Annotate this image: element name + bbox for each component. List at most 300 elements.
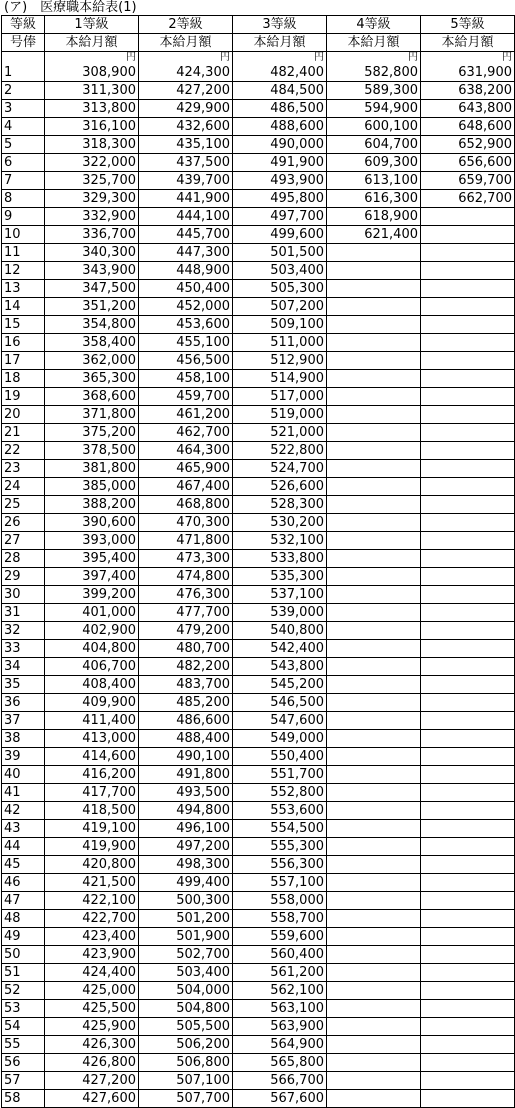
salary-cell-grade-5 [421, 478, 515, 496]
salary-cell-grade-1: 419,900 [45, 838, 139, 856]
salary-cell-grade-3: 547,600 [233, 712, 327, 730]
salary-cell-grade-1: 424,400 [45, 964, 139, 982]
table-row [2, 154, 515, 172]
salary-cell-grade-5 [421, 820, 515, 838]
salary-cell-grade-4 [327, 1000, 421, 1018]
step-number-cell: 54 [2, 1018, 45, 1036]
salary-cell-grade-5 [421, 658, 515, 676]
salary-cell-grade-1: 375,200 [45, 424, 139, 442]
salary-cell-grade-5 [421, 406, 515, 424]
step-number-cell: 12 [2, 262, 45, 280]
salary-cell-grade-4: 616,300 [327, 190, 421, 208]
salary-cell-grade-3: 546,500 [233, 694, 327, 712]
salary-cell-grade-3: 490,000 [233, 136, 327, 154]
header-row-monthly [2, 34, 515, 52]
salary-cell-grade-4 [327, 820, 421, 838]
salary-cell-grade-3: 512,900 [233, 352, 327, 370]
salary-cell-grade-1: 411,400 [45, 712, 139, 730]
salary-cell-grade-1: 420,800 [45, 856, 139, 874]
salary-cell-grade-1: 381,800 [45, 460, 139, 478]
table-row [2, 496, 515, 514]
salary-cell-grade-1: 426,300 [45, 1036, 139, 1054]
salary-cell-grade-2: 497,200 [139, 838, 233, 856]
salary-cell-grade-2: 435,100 [139, 136, 233, 154]
salary-cell-grade-3: 484,500 [233, 82, 327, 100]
salary-cell-grade-5 [421, 352, 515, 370]
step-number-cell: 32 [2, 622, 45, 640]
salary-cell-grade-1: 408,400 [45, 676, 139, 694]
salary-cell-grade-5: 662,700 [421, 190, 515, 208]
salary-cell-grade-2: 480,700 [139, 640, 233, 658]
unit-label-2: 円 [139, 52, 233, 65]
salary-cell-grade-1: 351,200 [45, 298, 139, 316]
salary-cell-grade-3: 561,200 [233, 964, 327, 982]
table-row [2, 1000, 515, 1018]
table-row [2, 424, 515, 442]
salary-cell-grade-2: 439,700 [139, 172, 233, 190]
salary-cell-grade-5: 659,700 [421, 172, 515, 190]
salary-cell-grade-5 [421, 838, 515, 856]
salary-cell-grade-5: 656,600 [421, 154, 515, 172]
step-number-cell: 43 [2, 820, 45, 838]
header-grade-label: 等級 [2, 16, 45, 34]
salary-cell-grade-1: 401,000 [45, 604, 139, 622]
salary-cell-grade-2: 455,100 [139, 334, 233, 352]
step-number-cell: 3 [2, 100, 45, 118]
salary-cell-grade-5 [421, 298, 515, 316]
salary-cell-grade-2: 503,400 [139, 964, 233, 982]
salary-cell-grade-4: 604,700 [327, 136, 421, 154]
salary-cell-grade-4 [327, 910, 421, 928]
salary-cell-grade-3: 553,600 [233, 802, 327, 820]
salary-cell-grade-3: 545,200 [233, 676, 327, 694]
salary-cell-grade-3: 497,700 [233, 208, 327, 226]
salary-cell-grade-1: 368,600 [45, 388, 139, 406]
salary-cell-grade-2: 456,500 [139, 352, 233, 370]
step-number-cell: 29 [2, 568, 45, 586]
table-row [2, 748, 515, 766]
salary-cell-grade-4 [327, 928, 421, 946]
salary-cell-grade-5: 648,600 [421, 118, 515, 136]
salary-table [1, 15, 515, 1108]
salary-cell-grade-2: 498,300 [139, 856, 233, 874]
table-row [2, 514, 515, 532]
salary-cell-grade-1: 371,800 [45, 406, 139, 424]
salary-cell-grade-5 [421, 460, 515, 478]
salary-cell-grade-1: 395,400 [45, 550, 139, 568]
salary-cell-grade-1: 406,700 [45, 658, 139, 676]
salary-cell-grade-4 [327, 802, 421, 820]
salary-cell-grade-4 [327, 460, 421, 478]
salary-cell-grade-2: 505,500 [139, 1018, 233, 1036]
table-row [2, 334, 515, 352]
salary-cell-grade-2: 461,200 [139, 406, 233, 424]
salary-cell-grade-5 [421, 370, 515, 388]
step-number-cell: 41 [2, 784, 45, 802]
salary-cell-grade-3: 530,200 [233, 514, 327, 532]
table-row [2, 658, 515, 676]
salary-cell-grade-5 [421, 874, 515, 892]
salary-cell-grade-3: 519,000 [233, 406, 327, 424]
salary-cell-grade-3: 495,800 [233, 190, 327, 208]
salary-cell-grade-1: 365,300 [45, 370, 139, 388]
salary-cell-grade-1: 308,900 [45, 64, 139, 82]
step-number-cell: 9 [2, 208, 45, 226]
salary-cell-grade-1: 423,900 [45, 946, 139, 964]
salary-cell-grade-4 [327, 568, 421, 586]
step-number-cell: 22 [2, 442, 45, 460]
salary-cell-grade-2: 504,800 [139, 1000, 233, 1018]
header-monthly-label-3: 本給月額 [233, 34, 327, 52]
step-number-cell: 47 [2, 892, 45, 910]
salary-cell-grade-2: 429,900 [139, 100, 233, 118]
salary-cell-grade-4 [327, 964, 421, 982]
salary-cell-grade-2: 432,600 [139, 118, 233, 136]
salary-cell-grade-1: 313,800 [45, 100, 139, 118]
salary-cell-grade-2: 500,300 [139, 892, 233, 910]
table-row [2, 208, 515, 226]
step-number-cell: 58 [2, 1090, 45, 1108]
step-number-cell: 30 [2, 586, 45, 604]
salary-cell-grade-3: 554,500 [233, 820, 327, 838]
salary-cell-grade-4 [327, 406, 421, 424]
salary-cell-grade-4 [327, 874, 421, 892]
step-number-cell: 28 [2, 550, 45, 568]
unit-label-5: 円 [421, 52, 515, 65]
salary-cell-grade-1: 409,900 [45, 694, 139, 712]
salary-cell-grade-4: 594,900 [327, 100, 421, 118]
salary-cell-grade-4: 613,100 [327, 172, 421, 190]
salary-cell-grade-5 [421, 208, 515, 226]
salary-cell-grade-1: 388,200 [45, 496, 139, 514]
salary-cell-grade-5 [421, 784, 515, 802]
page-title: (ア) 医療職本給表(1) [4, 0, 137, 15]
salary-cell-grade-4 [327, 316, 421, 334]
salary-cell-grade-4 [327, 586, 421, 604]
step-number-cell: 27 [2, 532, 45, 550]
salary-cell-grade-5 [421, 334, 515, 352]
step-number-cell: 46 [2, 874, 45, 892]
salary-cell-grade-4 [327, 1054, 421, 1072]
salary-cell-grade-5 [421, 1018, 515, 1036]
salary-cell-grade-4 [327, 532, 421, 550]
salary-cell-grade-4 [327, 280, 421, 298]
salary-cell-grade-4 [327, 352, 421, 370]
step-number-cell: 10 [2, 226, 45, 244]
salary-cell-grade-2: 482,200 [139, 658, 233, 676]
salary-cell-grade-3: 560,400 [233, 946, 327, 964]
salary-cell-grade-4: 618,900 [327, 208, 421, 226]
salary-cell-grade-3: 491,900 [233, 154, 327, 172]
salary-cell-grade-1: 427,600 [45, 1090, 139, 1108]
salary-cell-grade-1: 343,900 [45, 262, 139, 280]
table-row [2, 478, 515, 496]
salary-cell-grade-5 [421, 226, 515, 244]
salary-cell-grade-4: 589,300 [327, 82, 421, 100]
salary-cell-grade-5 [421, 640, 515, 658]
table-row [2, 262, 515, 280]
salary-cell-grade-4: 582,800 [327, 64, 421, 82]
step-number-cell: 15 [2, 316, 45, 334]
table-row [2, 586, 515, 604]
step-number-cell: 36 [2, 694, 45, 712]
table-row [2, 1036, 515, 1054]
salary-cell-grade-4 [327, 766, 421, 784]
salary-cell-grade-3: 493,900 [233, 172, 327, 190]
salary-cell-grade-3: 488,600 [233, 118, 327, 136]
header-grade-1: 1等級 [45, 16, 139, 34]
step-number-cell: 38 [2, 730, 45, 748]
salary-cell-grade-3: 567,600 [233, 1090, 327, 1108]
table-row [2, 622, 515, 640]
step-number-cell: 18 [2, 370, 45, 388]
salary-cell-grade-3: 509,100 [233, 316, 327, 334]
table-row [2, 1054, 515, 1072]
salary-cell-grade-4 [327, 838, 421, 856]
header-grade-5: 5等級 [421, 16, 515, 34]
step-number-cell: 31 [2, 604, 45, 622]
table-row [2, 928, 515, 946]
table-row [2, 982, 515, 1000]
salary-cell-grade-5 [421, 892, 515, 910]
salary-cell-grade-3: 540,800 [233, 622, 327, 640]
salary-cell-grade-1: 336,700 [45, 226, 139, 244]
step-number-cell: 25 [2, 496, 45, 514]
step-number-cell: 56 [2, 1054, 45, 1072]
salary-cell-grade-1: 311,300 [45, 82, 139, 100]
step-number-cell: 8 [2, 190, 45, 208]
table-row [2, 730, 515, 748]
table-row [2, 712, 515, 730]
salary-cell-grade-3: 566,700 [233, 1072, 327, 1090]
step-number-cell: 50 [2, 946, 45, 964]
salary-cell-grade-1: 329,300 [45, 190, 139, 208]
salary-cell-grade-5 [421, 424, 515, 442]
salary-cell-grade-4 [327, 622, 421, 640]
table-row [2, 640, 515, 658]
salary-cell-grade-1: 325,700 [45, 172, 139, 190]
salary-cell-grade-2: 499,400 [139, 874, 233, 892]
salary-cell-grade-3: 558,700 [233, 910, 327, 928]
salary-cell-grade-1: 358,400 [45, 334, 139, 352]
salary-cell-grade-2: 450,400 [139, 280, 233, 298]
salary-cell-grade-5 [421, 388, 515, 406]
table-row [2, 388, 515, 406]
salary-cell-grade-4 [327, 712, 421, 730]
table-row [2, 856, 515, 874]
step-number-cell: 20 [2, 406, 45, 424]
salary-cell-grade-1: 397,400 [45, 568, 139, 586]
salary-cell-grade-4 [327, 442, 421, 460]
salary-cell-grade-1: 422,100 [45, 892, 139, 910]
header-grade-3: 3等級 [233, 16, 327, 34]
salary-cell-grade-2: 427,200 [139, 82, 233, 100]
salary-cell-grade-2: 459,700 [139, 388, 233, 406]
salary-cell-grade-3: 533,800 [233, 550, 327, 568]
salary-cell-grade-1: 404,800 [45, 640, 139, 658]
salary-cell-grade-2: 486,600 [139, 712, 233, 730]
salary-cell-grade-5 [421, 1036, 515, 1054]
header-monthly-label-5: 本給月額 [421, 34, 515, 52]
salary-cell-grade-3: 557,100 [233, 874, 327, 892]
salary-cell-grade-2: 474,800 [139, 568, 233, 586]
salary-cell-grade-1: 393,000 [45, 532, 139, 550]
salary-cell-grade-3: 555,300 [233, 838, 327, 856]
salary-cell-grade-2: 465,900 [139, 460, 233, 478]
salary-cell-grade-4 [327, 694, 421, 712]
salary-cell-grade-4 [327, 604, 421, 622]
table-row [2, 442, 515, 460]
salary-cell-grade-5: 652,900 [421, 136, 515, 154]
salary-cell-grade-2: 479,200 [139, 622, 233, 640]
salary-cell-grade-5 [421, 1000, 515, 1018]
salary-cell-grade-3: 559,600 [233, 928, 327, 946]
table-row [2, 406, 515, 424]
salary-cell-grade-5 [421, 280, 515, 298]
header-step-label: 号俸 [2, 34, 45, 52]
salary-cell-grade-4 [327, 1036, 421, 1054]
salary-cell-grade-4 [327, 262, 421, 280]
salary-cell-grade-2: 501,900 [139, 928, 233, 946]
salary-cell-grade-4 [327, 892, 421, 910]
step-number-cell: 5 [2, 136, 45, 154]
table-row [2, 568, 515, 586]
salary-cell-grade-2: 507,100 [139, 1072, 233, 1090]
header-monthly-label-4: 本給月額 [327, 34, 421, 52]
salary-cell-grade-3: 551,700 [233, 766, 327, 784]
salary-cell-grade-5 [421, 946, 515, 964]
step-number-cell: 16 [2, 334, 45, 352]
table-row [2, 676, 515, 694]
salary-cell-grade-4: 600,100 [327, 118, 421, 136]
salary-cell-grade-5 [421, 568, 515, 586]
step-number-cell: 57 [2, 1072, 45, 1090]
salary-cell-grade-1: 427,200 [45, 1072, 139, 1090]
salary-cell-grade-5 [421, 676, 515, 694]
salary-cell-grade-3: 505,300 [233, 280, 327, 298]
salary-cell-grade-5 [421, 766, 515, 784]
salary-cell-grade-3: 549,000 [233, 730, 327, 748]
salary-cell-grade-5 [421, 982, 515, 1000]
salary-cell-grade-2: 507,700 [139, 1090, 233, 1108]
step-number-cell: 40 [2, 766, 45, 784]
salary-cell-grade-5 [421, 550, 515, 568]
salary-cell-grade-4: 609,300 [327, 154, 421, 172]
salary-cell-grade-2: 437,500 [139, 154, 233, 172]
salary-cell-grade-1: 316,100 [45, 118, 139, 136]
header-monthly-label-1: 本給月額 [45, 34, 139, 52]
salary-cell-grade-4 [327, 1072, 421, 1090]
salary-cell-grade-1: 378,500 [45, 442, 139, 460]
table-row [2, 892, 515, 910]
salary-cell-grade-2: 452,000 [139, 298, 233, 316]
salary-cell-grade-3: 563,900 [233, 1018, 327, 1036]
table-row [2, 82, 515, 100]
salary-cell-grade-3: 542,400 [233, 640, 327, 658]
salary-cell-grade-4 [327, 658, 421, 676]
salary-cell-grade-3: 550,400 [233, 748, 327, 766]
salary-cell-grade-5 [421, 604, 515, 622]
salary-cell-grade-3: 526,600 [233, 478, 327, 496]
step-number-cell: 7 [2, 172, 45, 190]
salary-cell-grade-5 [421, 496, 515, 514]
salary-cell-grade-1: 402,900 [45, 622, 139, 640]
salary-cell-grade-2: 447,300 [139, 244, 233, 262]
step-number-cell: 24 [2, 478, 45, 496]
salary-cell-grade-1: 417,700 [45, 784, 139, 802]
table-row [2, 964, 515, 982]
step-number-cell: 53 [2, 1000, 45, 1018]
step-number-cell: 17 [2, 352, 45, 370]
step-number-cell: 39 [2, 748, 45, 766]
salary-cell-grade-3: 563,100 [233, 1000, 327, 1018]
salary-cell-grade-1: 322,000 [45, 154, 139, 172]
salary-cell-grade-1: 422,700 [45, 910, 139, 928]
salary-cell-grade-3: 486,500 [233, 100, 327, 118]
table-row [2, 1090, 515, 1108]
salary-cell-grade-4 [327, 748, 421, 766]
step-number-cell: 34 [2, 658, 45, 676]
unit-label-3: 円 [233, 52, 327, 65]
salary-cell-grade-3: 514,900 [233, 370, 327, 388]
salary-cell-grade-5 [421, 910, 515, 928]
table-row [2, 352, 515, 370]
step-number-cell: 21 [2, 424, 45, 442]
salary-cell-grade-4 [327, 550, 421, 568]
salary-cell-grade-5 [421, 316, 515, 334]
salary-cell-grade-2: 458,100 [139, 370, 233, 388]
salary-cell-grade-2: 491,800 [139, 766, 233, 784]
salary-cell-grade-1: 425,500 [45, 1000, 139, 1018]
header-row-grades [2, 16, 515, 34]
salary-cell-grade-3: 543,800 [233, 658, 327, 676]
salary-cell-grade-2: 483,700 [139, 676, 233, 694]
step-number-cell: 52 [2, 982, 45, 1000]
table-row [2, 226, 515, 244]
salary-cell-grade-2: 471,800 [139, 532, 233, 550]
salary-cell-grade-2: 467,400 [139, 478, 233, 496]
salary-cell-grade-5 [421, 802, 515, 820]
salary-cell-grade-2: 496,100 [139, 820, 233, 838]
step-number-cell: 4 [2, 118, 45, 136]
salary-cell-grade-3: 521,000 [233, 424, 327, 442]
salary-cell-grade-5 [421, 244, 515, 262]
salary-cell-grade-1: 419,100 [45, 820, 139, 838]
table-row [2, 946, 515, 964]
table-row [2, 298, 515, 316]
table-row [2, 316, 515, 334]
salary-cell-grade-4 [327, 856, 421, 874]
table-row [2, 136, 515, 154]
salary-cell-grade-1: 423,400 [45, 928, 139, 946]
salary-cell-grade-2: 501,200 [139, 910, 233, 928]
salary-cell-grade-4 [327, 496, 421, 514]
step-number-cell: 33 [2, 640, 45, 658]
step-number-cell: 45 [2, 856, 45, 874]
salary-cell-grade-5 [421, 928, 515, 946]
table-row [2, 460, 515, 478]
table-row [2, 280, 515, 298]
salary-table-body [2, 16, 515, 1108]
salary-cell-grade-4 [327, 478, 421, 496]
step-number-cell: 26 [2, 514, 45, 532]
salary-cell-grade-2: 462,700 [139, 424, 233, 442]
table-row [2, 1018, 515, 1036]
salary-cell-grade-3: 532,100 [233, 532, 327, 550]
salary-cell-grade-3: 499,600 [233, 226, 327, 244]
table-row [2, 100, 515, 118]
salary-cell-grade-1: 347,500 [45, 280, 139, 298]
